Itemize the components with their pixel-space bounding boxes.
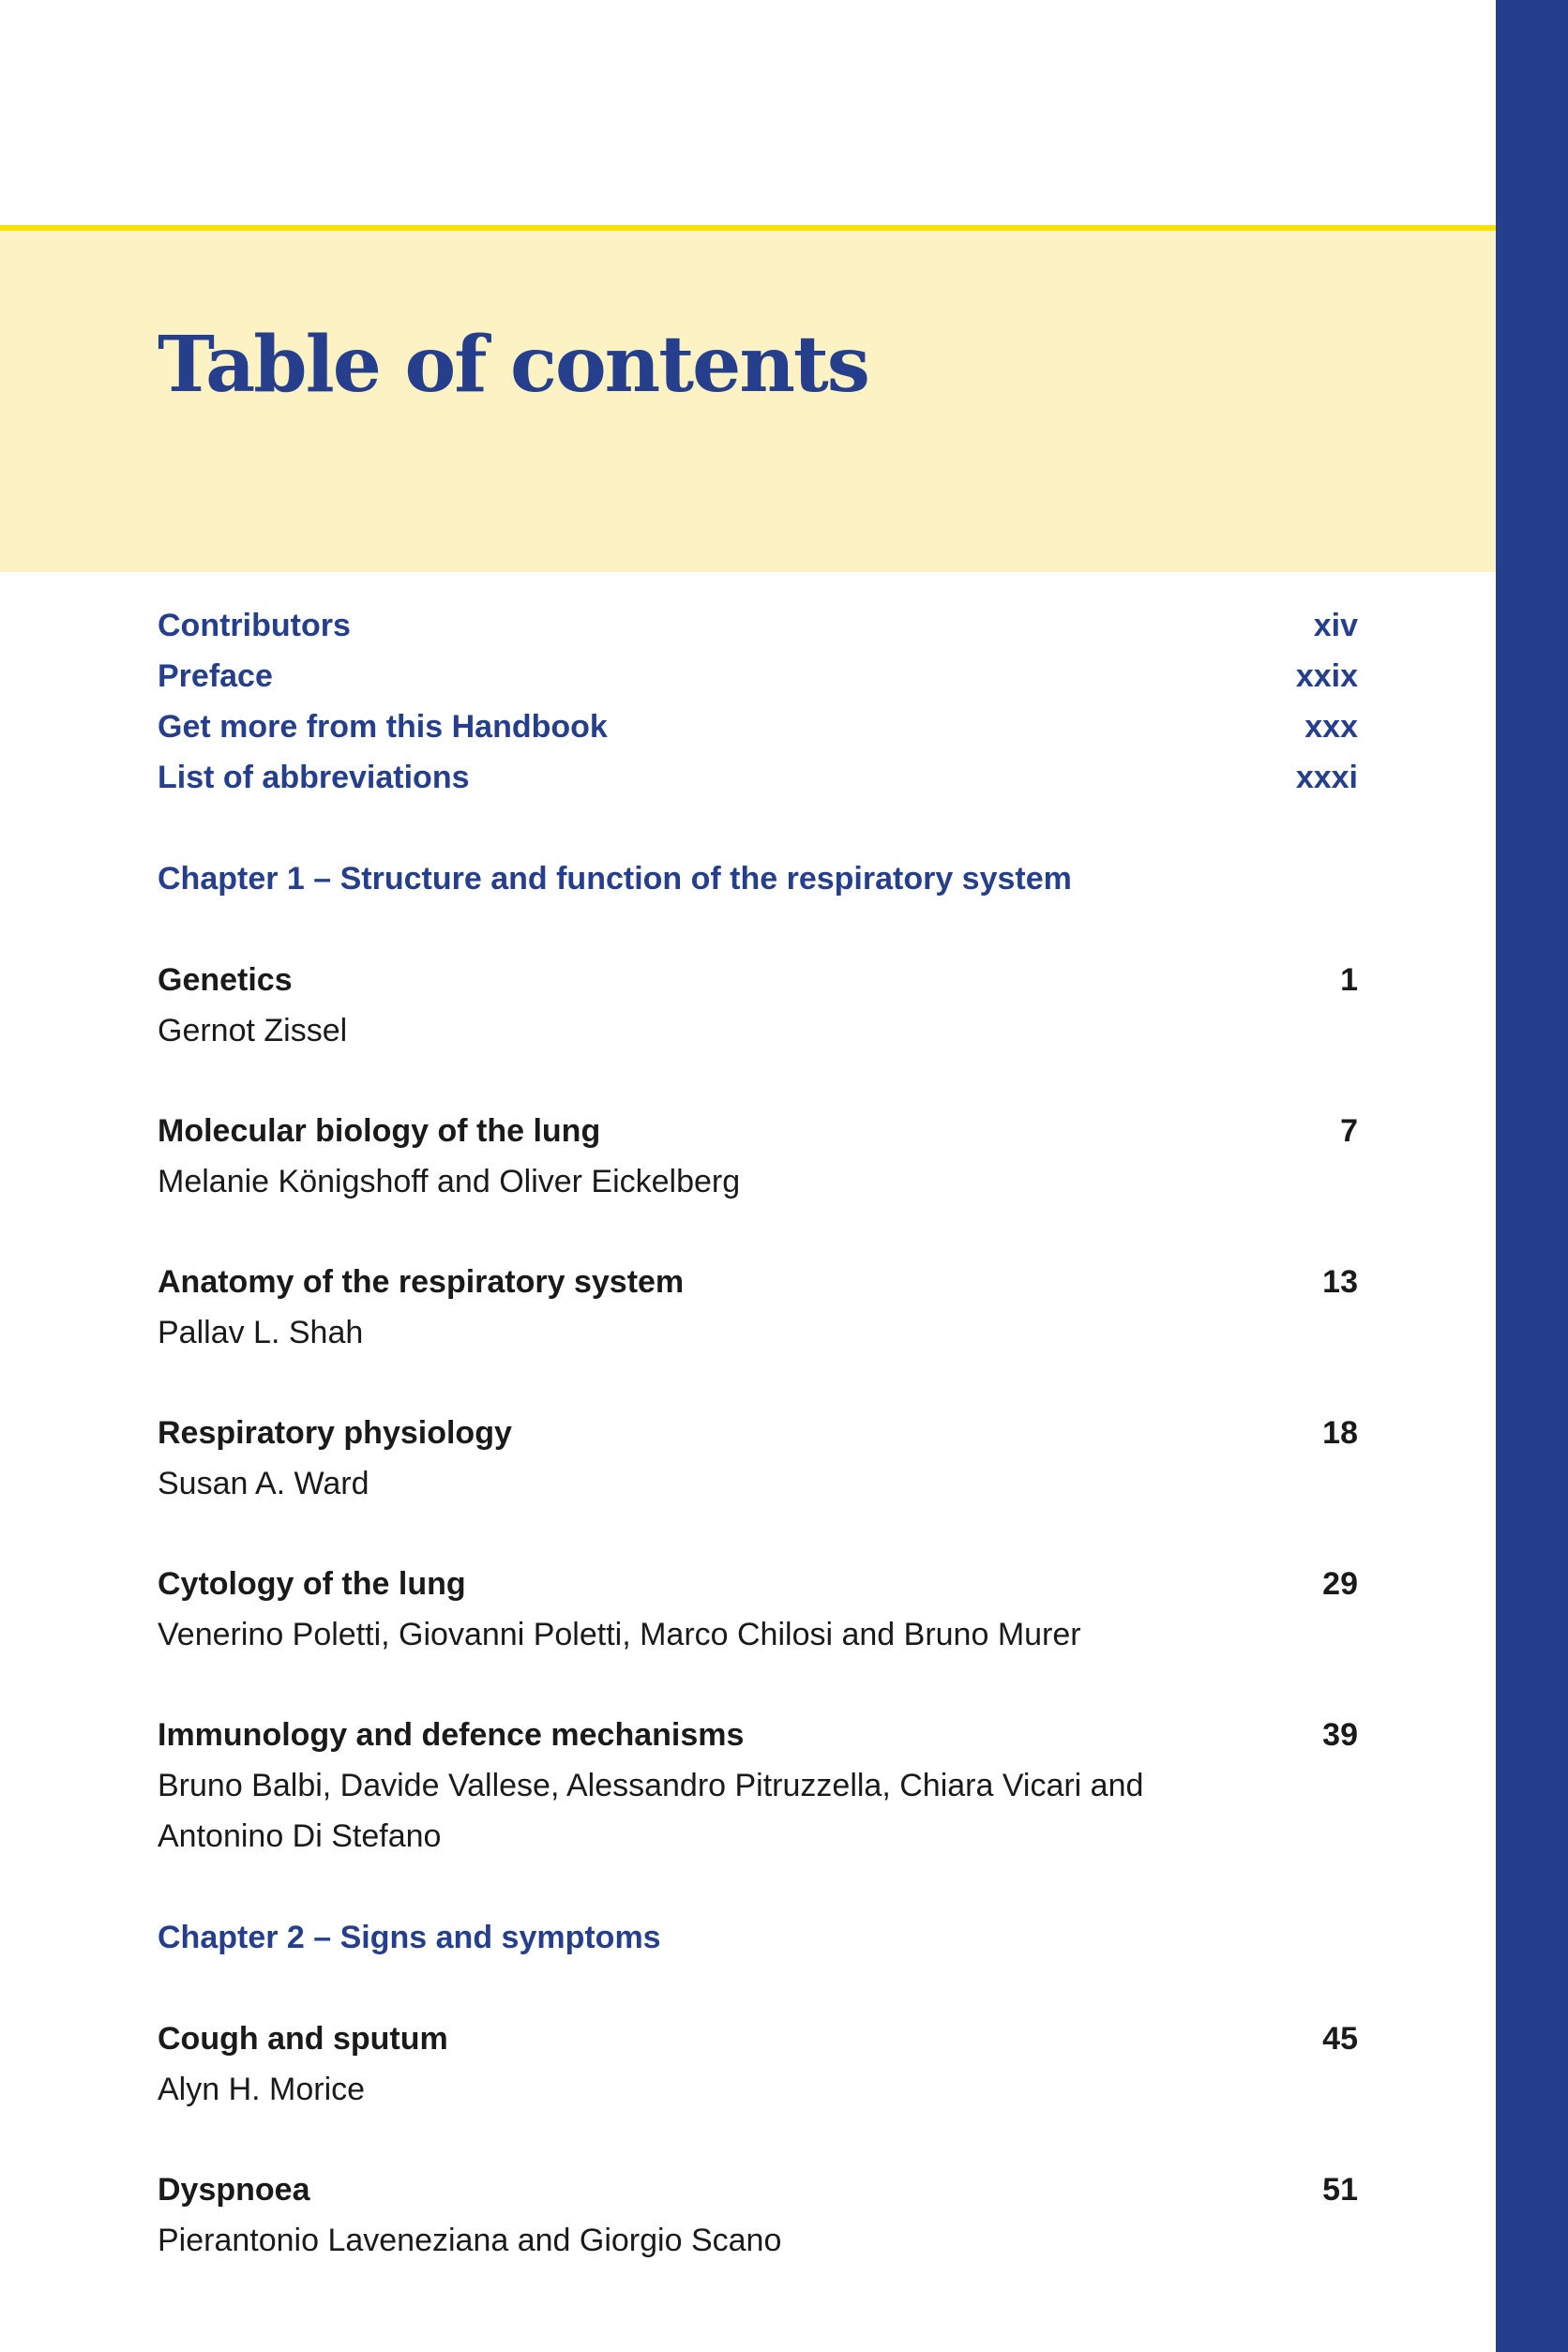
toc-page-number: 39 — [1322, 1717, 1358, 1753]
toc-entry[interactable] — [158, 2164, 1358, 2266]
table-of-contents — [158, 600, 1358, 2315]
page-title: Table of contents — [158, 320, 868, 410]
toc-entry[interactable] — [158, 1408, 1358, 1509]
toc-entry-title: Get more from this Handbook — [158, 709, 608, 745]
toc-entry-title: Anatomy of the respiratory system — [158, 1264, 685, 1300]
toc-entry-title: Molecular biology of the lung — [158, 1113, 601, 1149]
toc-entry-title: Cytology of the lung — [158, 1566, 466, 1602]
toc-page-number: xiv — [1313, 608, 1358, 643]
toc-entry-title: Cough and sputum — [158, 2021, 448, 2057]
toc-entry-title: Genetics — [158, 962, 293, 998]
chapter-heading[interactable] — [158, 1912, 1358, 1963]
toc-page-number: 18 — [1322, 1415, 1358, 1451]
side-color-bar — [1496, 0, 1568, 2352]
toc-page-number: 7 — [1340, 1113, 1358, 1149]
toc-entry[interactable] — [158, 1106, 1358, 1207]
toc-front-matter-row[interactable] — [158, 752, 1358, 803]
toc-entry[interactable] — [158, 2013, 1358, 2115]
toc-entry[interactable] — [158, 1710, 1358, 1862]
toc-front-matter-row[interactable] — [158, 701, 1358, 752]
chapter-heading[interactable] — [158, 853, 1358, 904]
toc-entry-title: Dyspnoea — [158, 2172, 310, 2208]
toc-entry[interactable] — [158, 1559, 1358, 1660]
toc-entry-authors: Pallav L. Shah — [158, 1315, 364, 1350]
toc-page-number: 29 — [1322, 1566, 1358, 1602]
toc-entry-title: List of abbreviations — [158, 760, 470, 795]
toc-entry-title: Immunology and defence mechanisms — [158, 1717, 745, 1753]
toc-entry[interactable] — [158, 955, 1358, 1056]
toc-page-number: xxxi — [1295, 760, 1358, 795]
toc-entry-authors: Melanie Königshoff and Oliver Eickelberg — [158, 1164, 741, 1199]
toc-page-number: 13 — [1322, 1264, 1358, 1300]
toc-front-matter-row[interactable] — [158, 651, 1358, 701]
toc-entry-authors: Susan A. Ward — [158, 1466, 369, 1501]
toc-entry-authors: Gernot Zissel — [158, 1013, 348, 1048]
chapter-heading-text: Chapter 2 – Signs and symptoms — [158, 1920, 661, 1955]
toc-entry-authors: Alyn H. Morice — [158, 2072, 366, 2107]
toc-entry[interactable] — [158, 1257, 1358, 1358]
toc-page-number: xxx — [1304, 709, 1358, 745]
toc-entry-title: Contributors — [158, 608, 351, 643]
toc-front-matter-row[interactable] — [158, 600, 1358, 651]
toc-entry-authors: Bruno Balbi, Davide Vallese, Alessandro Pitruzzella, Chiara Vicari and — [158, 1768, 1144, 1803]
chapter-heading-text: Chapter 1 – Structure and function of the respiratory system — [158, 861, 1072, 897]
toc-page-number: xxix — [1295, 658, 1358, 694]
toc-entry-title: Preface — [158, 658, 273, 694]
toc-entry-authors: Antonino Di Stefano — [158, 1818, 442, 1854]
toc-page-number: 45 — [1322, 2021, 1358, 2057]
toc-page-number: 1 — [1340, 962, 1358, 998]
toc-entry-authors: Venerino Poletti, Giovanni Poletti, Marco Chilosi and Bruno Murer — [158, 1617, 1081, 1652]
toc-entry-authors: Pierantonio Laveneziana and Giorgio Scano — [158, 2223, 782, 2258]
toc-entry-title: Respiratory physiology — [158, 1415, 512, 1451]
toc-page-number: 51 — [1322, 2172, 1358, 2208]
